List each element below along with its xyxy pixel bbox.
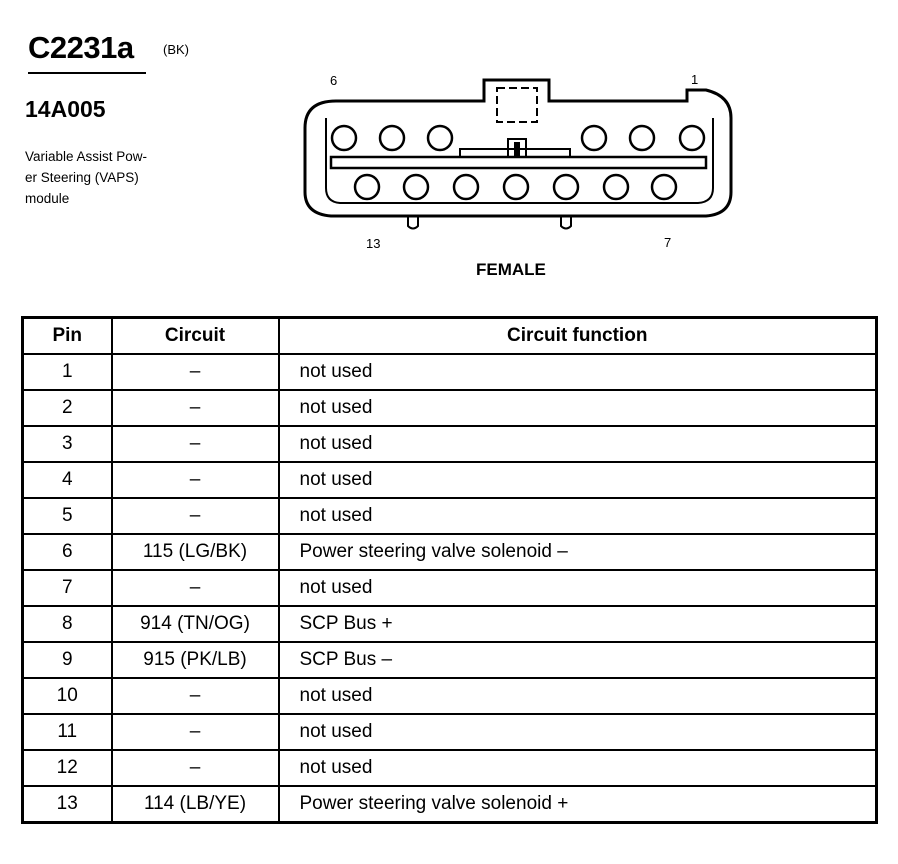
pin-cavity-3: [582, 126, 606, 150]
circuit-cell: –: [112, 426, 279, 462]
gender-label: FEMALE: [476, 260, 546, 279]
pin-cell: 5: [23, 498, 112, 534]
circuit-function-cell: SCP Bus –: [279, 642, 877, 678]
bottom-key-left: [408, 216, 418, 229]
module-description-line: Variable Assist Pow-: [25, 149, 148, 164]
circuit-function-cell: Power steering valve solenoid +: [279, 786, 877, 823]
pin-label-7: 7: [664, 235, 672, 250]
table-row: [23, 354, 877, 390]
pin-cell: 12: [23, 750, 112, 786]
circuit-cell: 915 (PK/LB): [112, 642, 279, 678]
pin-cell: 2: [23, 390, 112, 426]
circuit-cell: –: [112, 498, 279, 534]
table-row: [23, 462, 877, 498]
pin-cell: 7: [23, 570, 112, 606]
circuit-cell: –: [112, 390, 279, 426]
connector-id: C2231a: [28, 30, 134, 65]
pin-cavity-7: [652, 175, 676, 199]
header-circuit-function: Circuit function: [279, 318, 877, 355]
table-row: [23, 786, 877, 823]
pin-label-1: 1: [691, 72, 699, 87]
pin-table: [21, 316, 878, 824]
circuit-cell: –: [112, 714, 279, 750]
center-key-slot: [514, 142, 520, 157]
pin-cell: 1: [23, 354, 112, 390]
center-bar: [331, 157, 706, 168]
table-header-row: [23, 318, 877, 355]
circuit-cell: –: [112, 750, 279, 786]
table-row: [23, 498, 877, 534]
circuit-cell: –: [112, 462, 279, 498]
circuit-function-cell: SCP Bus +: [279, 606, 877, 642]
pin-cavity-10: [504, 175, 528, 199]
module-description-line: er Steering (VAPS): [25, 170, 139, 185]
circuit-cell: 115 (LG/BK): [112, 534, 279, 570]
circuit-function-cell: not used: [279, 678, 877, 714]
pin-cavity-9: [554, 175, 578, 199]
pin-cell: 11: [23, 714, 112, 750]
pin-cell: 9: [23, 642, 112, 678]
table-row: [23, 642, 877, 678]
module-description-line: module: [25, 191, 70, 206]
pin-cavity-13: [355, 175, 379, 199]
table-row: [23, 534, 877, 570]
pin-cell: 6: [23, 534, 112, 570]
circuit-function-cell: not used: [279, 462, 877, 498]
pin-cavity-8: [604, 175, 628, 199]
connector-color: (BK): [163, 42, 189, 57]
circuit-cell: –: [112, 354, 279, 390]
locking-tab: [497, 88, 537, 122]
part-number: 14A005: [25, 96, 106, 122]
header-pin: Pin: [23, 318, 112, 355]
table-row: [23, 714, 877, 750]
table-row: [23, 678, 877, 714]
bottom-key-right: [561, 216, 571, 229]
pin-cavity-1: [680, 126, 704, 150]
table-row: [23, 750, 877, 786]
table-row: [23, 426, 877, 462]
circuit-function-cell: not used: [279, 390, 877, 426]
circuit-function-cell: not used: [279, 354, 877, 390]
pin-cell: 13: [23, 786, 112, 823]
header-circuit: Circuit: [112, 318, 279, 355]
circuit-function-cell: not used: [279, 570, 877, 606]
table-row: [23, 570, 877, 606]
circuit-cell: 914 (TN/OG): [112, 606, 279, 642]
pin-label-13: 13: [366, 236, 381, 251]
circuit-cell: –: [112, 570, 279, 606]
pin-cavity-6: [332, 126, 356, 150]
table-row: [23, 390, 877, 426]
circuit-cell: –: [112, 678, 279, 714]
pin-cavity-2: [630, 126, 654, 150]
pin-cell: 3: [23, 426, 112, 462]
pin-cell: 10: [23, 678, 112, 714]
circuit-function-cell: not used: [279, 714, 877, 750]
pin-label-6: 6: [330, 73, 338, 88]
pin-cell: 8: [23, 606, 112, 642]
pin-cavity-4: [428, 126, 452, 150]
connector-diagram: [0, 0, 898, 300]
circuit-function-cell: not used: [279, 426, 877, 462]
circuit-function-cell: Power steering valve solenoid –: [279, 534, 877, 570]
circuit-function-cell: not used: [279, 750, 877, 786]
pin-cell: 4: [23, 462, 112, 498]
table-row: [23, 606, 877, 642]
circuit-function-cell: not used: [279, 498, 877, 534]
pin-cavity-5: [380, 126, 404, 150]
pin-cavity-11: [454, 175, 478, 199]
circuit-cell: 114 (LB/YE): [112, 786, 279, 823]
pin-cavity-12: [404, 175, 428, 199]
